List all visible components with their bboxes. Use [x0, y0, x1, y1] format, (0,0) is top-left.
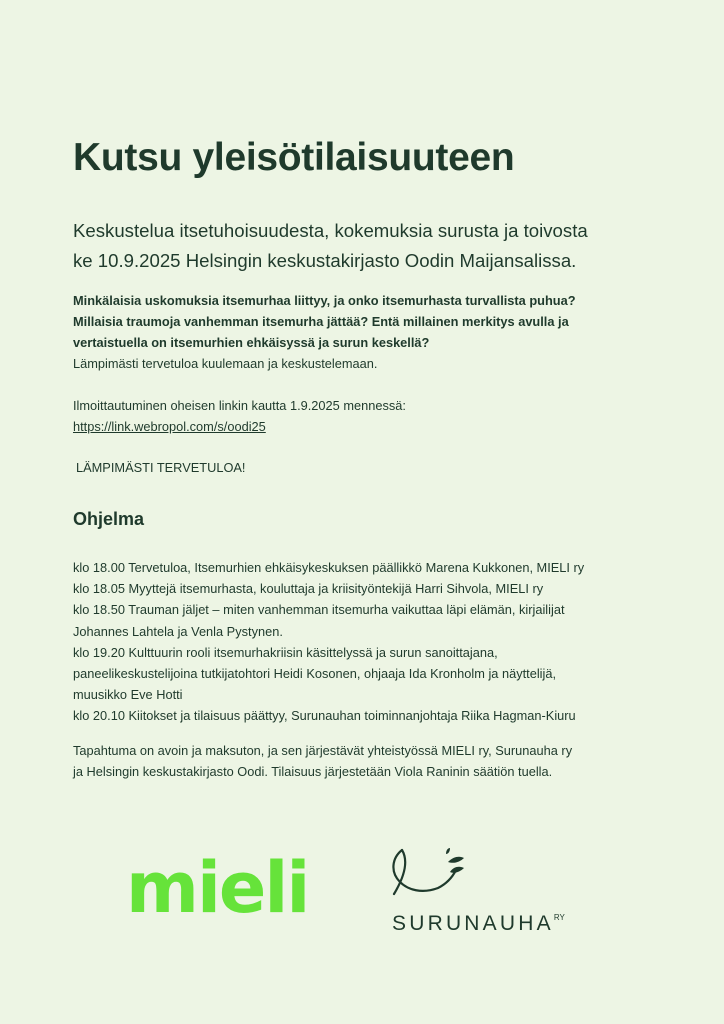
subtitle-line-2: ke 10.9.2025 Helsingin keskustakirjasto Oodin Maijansalissa. — [73, 250, 577, 271]
registration-link[interactable]: https://link.webropol.com/s/oodi25 — [73, 419, 266, 434]
program-line: Johannes Lahtela ja Venla Pystynen. — [73, 623, 283, 639]
program-list — [73, 557, 688, 727]
registration-text: Ilmoittautuminen oheisen linkin kautta 1.9.2025 mennessä: — [73, 398, 406, 413]
closing-paragraph — [73, 740, 688, 782]
registration-section — [73, 395, 673, 437]
program-line: klo 18.05 Myyttejä itsemurhasta, kouluttaja ja kriisityöntekijä Harri Sihvola, MIELI ry — [73, 581, 544, 597]
welcome-line: Lämpimästi tervetuloa kuulemaan ja keskustelemaan. — [73, 356, 378, 371]
program-line: klo 18.50 Trauman jäljet – miten vanhemman itsemurha vaikuttaa läpi elämän, kirjailijat — [73, 602, 565, 618]
mieli-logo: mieli — [126, 847, 309, 929]
closing-line-1: Tapahtuma on avoin ja maksuton, ja sen järjestävät yhteistyössä MIELI ry, Surunauha ry — [73, 743, 573, 758]
subtitle-line-1: Keskustelua itsetuhoisuudesta, kokemuksia surusta ja toivosta — [73, 220, 588, 241]
program-line: klo 20.10 Kiitokset ja tilaisuus päättyy, Surunauhan toiminnanjohtaja Riika Hagman-Kiuru — [73, 708, 576, 724]
page-title: Kutsu yleisötilaisuuteen — [73, 136, 515, 179]
event-subtitle — [73, 216, 693, 276]
surunauha-logo — [392, 905, 565, 937]
ribbon-leaf-icon — [388, 848, 472, 900]
program-heading: Ohjelma — [73, 509, 145, 529]
question-line-3: vertaistuella on itsemurhien ehkäisyssä ja surun keskellä? — [73, 335, 430, 350]
welcome-caps: LÄMPIMÄSTI TERVETULOA! — [76, 460, 246, 475]
program-line: muusikko Eve Hotti — [73, 687, 183, 703]
closing-line-2: ja Helsingin keskustakirjasto Oodi. Tilaisuus järjestetään Viola Raninin säätiön tuella. — [73, 764, 553, 780]
question-line-1: Minkälaisia uskomuksia itsemurhaa liittyy, ja onko itsemurhasta turvallista puhua? — [73, 293, 576, 308]
question-line-2: Millaisia traumoja vanhemman itsemurha jättää? Entä millainen merkitys avulla ja — [73, 314, 569, 329]
surunauha-ry: RY — [553, 913, 565, 922]
program-line: klo 19.20 Kulttuurin rooli itsemurhakriisin käsittelyssä ja surun sanoittajana, — [73, 644, 498, 660]
surunauha-wordmark: SURUNAUHA — [392, 912, 554, 935]
intro-paragraph — [73, 290, 673, 374]
program-line: klo 18.00 Tervetuloa, Itsemurhien ehkäisykeskuksen päällikkö Marena Kukkonen, MIELI ry — [73, 560, 585, 575]
program-line: paneelikeskustelijoina tutkijatohtori Heidi Kosonen, ohjaaja Ida Kronholm ja näyttelijä, — [73, 666, 557, 682]
